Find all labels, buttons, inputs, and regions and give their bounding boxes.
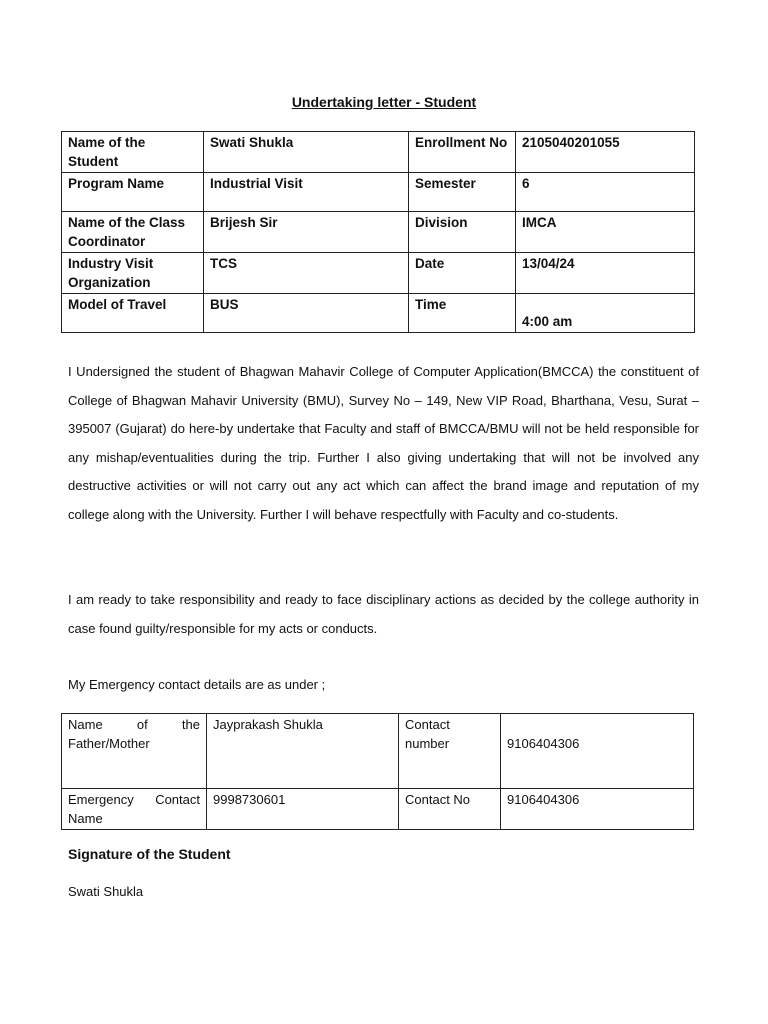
signature-name: Swati Shukla (68, 884, 144, 899)
value-program-name: Industrial Visit (204, 173, 409, 212)
label-parent-name: Name of the Father/Mother (62, 714, 207, 789)
label-enrollment-no: Enrollment No (409, 132, 516, 173)
table-row (62, 294, 695, 333)
value-parent-name: Jayprakash Shukla (207, 714, 399, 789)
table-row (62, 789, 694, 830)
label-program-name: Program Name (62, 173, 204, 212)
label-travel-mode: Model of Travel (62, 294, 204, 333)
label-student-name: Name of the Student (62, 132, 204, 173)
table-row (62, 253, 695, 294)
undertaking-paragraph: I Undersigned the student of Bhagwan Mahavir College of Computer Application(BMCCA) the constituent of College of Bhagwan Mahavir University (BMU), Survey No – 149, New VIP Road, Bharthana, Vesu, Surat – 395007 (Gujarat) do here-by undertake that Faculty and staff of BMCCA/BMU will not be held responsible for any mishap/eventualities during the trip. Further I also giving undertaking that will not be involved any destructive activities or will not carry out any act which can affect the brand image and reputation of my college along with the University. Further I will behave respectfully with Faculty and co-students. (68, 364, 699, 522)
value-semester: 6 (516, 173, 695, 212)
label-time: Time (409, 294, 516, 333)
emergency-intro: My Emergency contact details are as under ; (68, 677, 326, 692)
value-student-name: Swati Shukla (204, 132, 409, 173)
signature-heading: Signature of the Student (68, 846, 231, 862)
value-travel-mode: BUS (204, 294, 409, 333)
value-time: 4:00 am (516, 294, 695, 333)
value-emergency-contact-name: 9998730601 (207, 789, 399, 830)
value-class-coordinator: Brijesh Sir (204, 212, 409, 253)
value-enrollment-no: 2105040201055 (516, 132, 695, 173)
label-division: Division (409, 212, 516, 253)
label-contact-number: Contact number (399, 714, 501, 789)
value-division: IMCA (516, 212, 695, 253)
student-info-table (61, 131, 695, 333)
label-date: Date (409, 253, 516, 294)
table-row (62, 132, 695, 173)
table-row (62, 212, 695, 253)
emergency-contact-table (61, 713, 694, 830)
label-semester: Semester (409, 173, 516, 212)
table-row (62, 714, 694, 789)
value-visit-organization: TCS (204, 253, 409, 294)
responsibility-paragraph: I am ready to take responsibility and ready to face disciplinary actions as decided by the college authority in case found guilty/responsible for my acts or conducts. (68, 592, 699, 636)
label-contact-no: Contact No (399, 789, 501, 830)
label-emergency-contact-name: Emergency Contact Name (62, 789, 207, 830)
table-row (62, 173, 695, 212)
label-class-coordinator: Name of the Class Coordinator (62, 212, 204, 253)
value-contact-no: 9106404306 (501, 789, 694, 830)
value-contact-number: 9106404306 (501, 714, 694, 789)
value-date: 13/04/24 (516, 253, 695, 294)
document-title: Undertaking letter - Student (291, 94, 477, 110)
label-visit-organization: Industry Visit Organization (62, 253, 204, 294)
